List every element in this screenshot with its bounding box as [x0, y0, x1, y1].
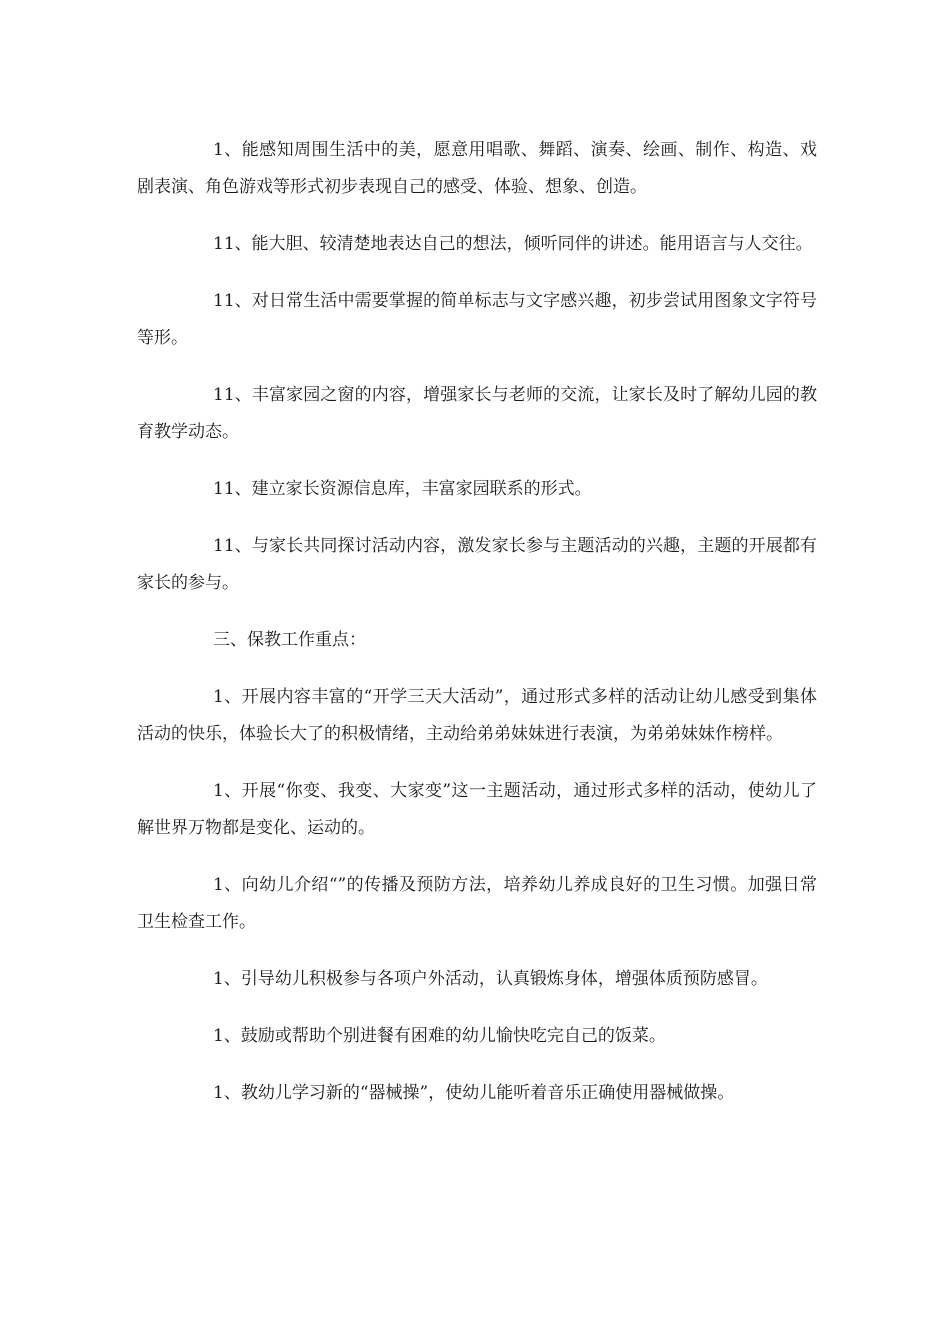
paragraph: 1、鼓励或帮助个别进餐有困难的幼儿愉快吃完自己的饭菜。 [213, 1026, 666, 1046]
paragraph: 11、能大胆、较清楚地表达自己的想法，倾听同伴的讲述。能用语言与人交往。 [213, 234, 813, 254]
paragraph: 1、开展“你变、我变、大家变”这一主题活动，通过形式多样的活动，使幼儿了解世界万物都是变化、运动的。 [137, 781, 817, 838]
paragraph: 1、能感知周围生活中的美，愿意用唱歌、舞蹈、演奏、绘画、制作、构造、戏剧表演、角色游戏等形式初步表现自己的感受、体验、想象、创造。 [137, 140, 817, 197]
paragraph: 1、引导幼儿积极参与各项户外活动，认真锻炼身体，增强体质预防感冒。 [213, 969, 768, 989]
paragraph: 1、开展内容丰富的“开学三天大活动”，通过形式多样的活动让幼儿感受到集体活动的快乐，体验长大了的积极情绪，主动给弟弟妹妹进行表演，为弟弟妹妹作榜样。 [137, 687, 817, 744]
paragraph: 11、对日常生活中需要掌握的简单标志与文字感兴趣，初步尝试用图象文字符号等形。 [137, 291, 817, 348]
paragraph: 1、教幼儿学习新的“器械操”，使幼儿能听着音乐正确使用器械做操。 [213, 1083, 735, 1103]
section-heading: 三、保教工作重点： [213, 630, 366, 650]
paragraph: 1、向幼儿介绍“”的传播及预防方法，培养幼儿养成良好的卫生习惯。加强日常卫生检查工作。 [137, 875, 817, 932]
paragraph: 11、与家长共同探讨活动内容，激发家长参与主题活动的兴趣，主题的开展都有家长的参与。 [137, 536, 817, 593]
paragraph: 11、丰富家园之窗的内容，增强家长与老师的交流，让家长及时了解幼儿园的教育教学动态。 [137, 385, 817, 442]
document-body [137, 132, 817, 1132]
paragraph: 11、建立家长资源信息库，丰富家园联系的形式。 [213, 479, 592, 499]
